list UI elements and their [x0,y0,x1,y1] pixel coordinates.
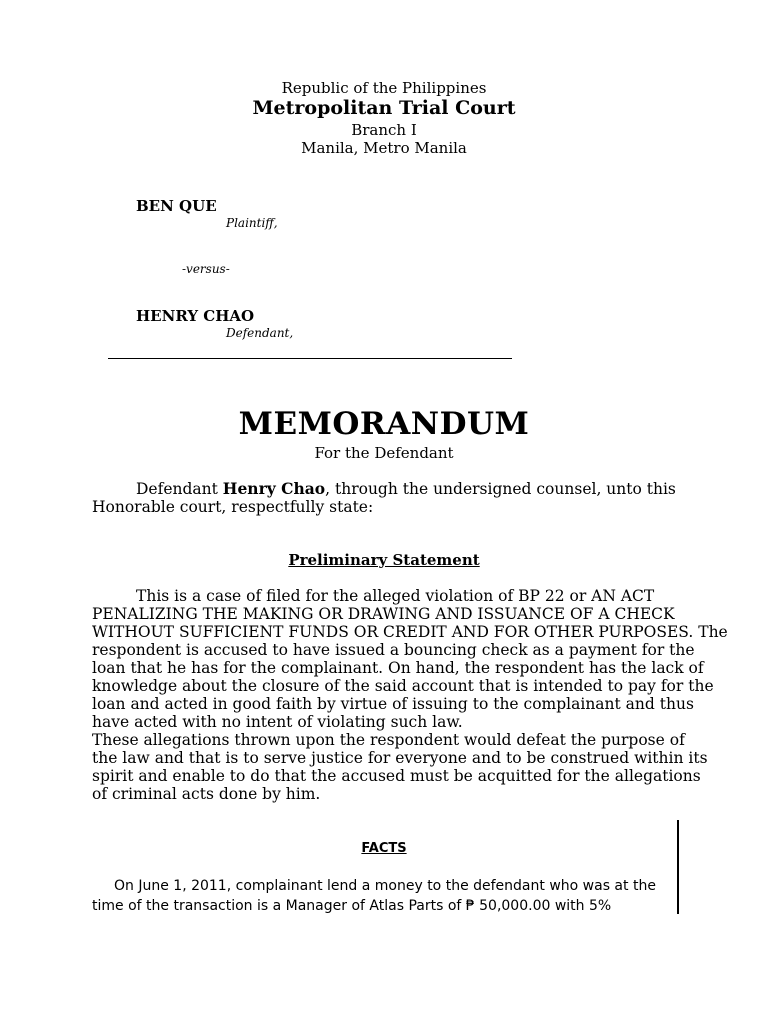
defendant-name: HENRY CHAO [136,307,255,325]
intro-defendant-name: Henry Chao [222,479,326,498]
preliminary-line: have acted with no intent of violating such law. [92,713,463,731]
preliminary-line: of criminal acts done by him. [92,785,321,803]
preliminary-line: knowledge about the closure of the said account that is intended to pay for the [92,677,714,695]
memorandum-subtitle: For the Defendant [314,444,454,462]
caption-divider [108,358,512,359]
court-name: Metropolitan Trial Court [252,97,516,119]
facts-line: On June 1, 2011, complainant lend a money to the defendant who was at the [114,878,656,894]
preliminary-line: respondent is accused to have issued a bouncing check as a payment for the [92,641,695,659]
defendant-role: Defendant, [226,326,294,340]
court-location: Manila, Metro Manila [301,139,467,157]
facts-heading: FACTS [361,841,407,856]
plaintiff-role: Plaintiff, [226,216,278,230]
versus-label: -versus- [182,262,230,276]
preliminary-heading: Preliminary Statement [288,551,480,569]
preliminary-line: PENALIZING THE MAKING OR DRAWING AND ISSUANCE OF A CHECK [92,605,675,623]
intro-line-1: Defendant Henry Chao, through the undersigned counsel, unto this [136,479,676,498]
memorandum-title: MEMORANDUM [238,406,530,442]
preliminary-line: spirit and enable to do that the accused must be acquitted for the allegations [92,767,701,785]
preliminary-line: the law and that is to serve justice for everyone and to be construed within its [92,749,708,767]
court-branch: Branch I [351,121,417,139]
facts-line: time of the transaction is a Manager of Atlas Parts of ₱ 50,000.00 with 5% [92,898,612,914]
republic-header: Republic of the Philippines [281,79,487,97]
preliminary-line: This is a case of filed for the alleged violation of BP 22 or AN ACT [136,587,655,605]
preliminary-line: loan that he has for the complainant. On hand, the respondent has the lack of [92,659,704,677]
margin-bar [677,820,679,914]
plaintiff-name: BEN QUE [136,197,217,215]
preliminary-line: These allegations thrown upon the respondent would defeat the purpose of [92,731,685,749]
preliminary-line: WITHOUT SUFFICIENT FUNDS OR CREDIT AND FOR OTHER PURPOSES. The [92,623,728,641]
preliminary-line: loan and acted in good faith by virtue of issuing to the complainant and thus [92,695,694,713]
intro-line-2: Honorable court, respectfully state: [92,498,374,516]
